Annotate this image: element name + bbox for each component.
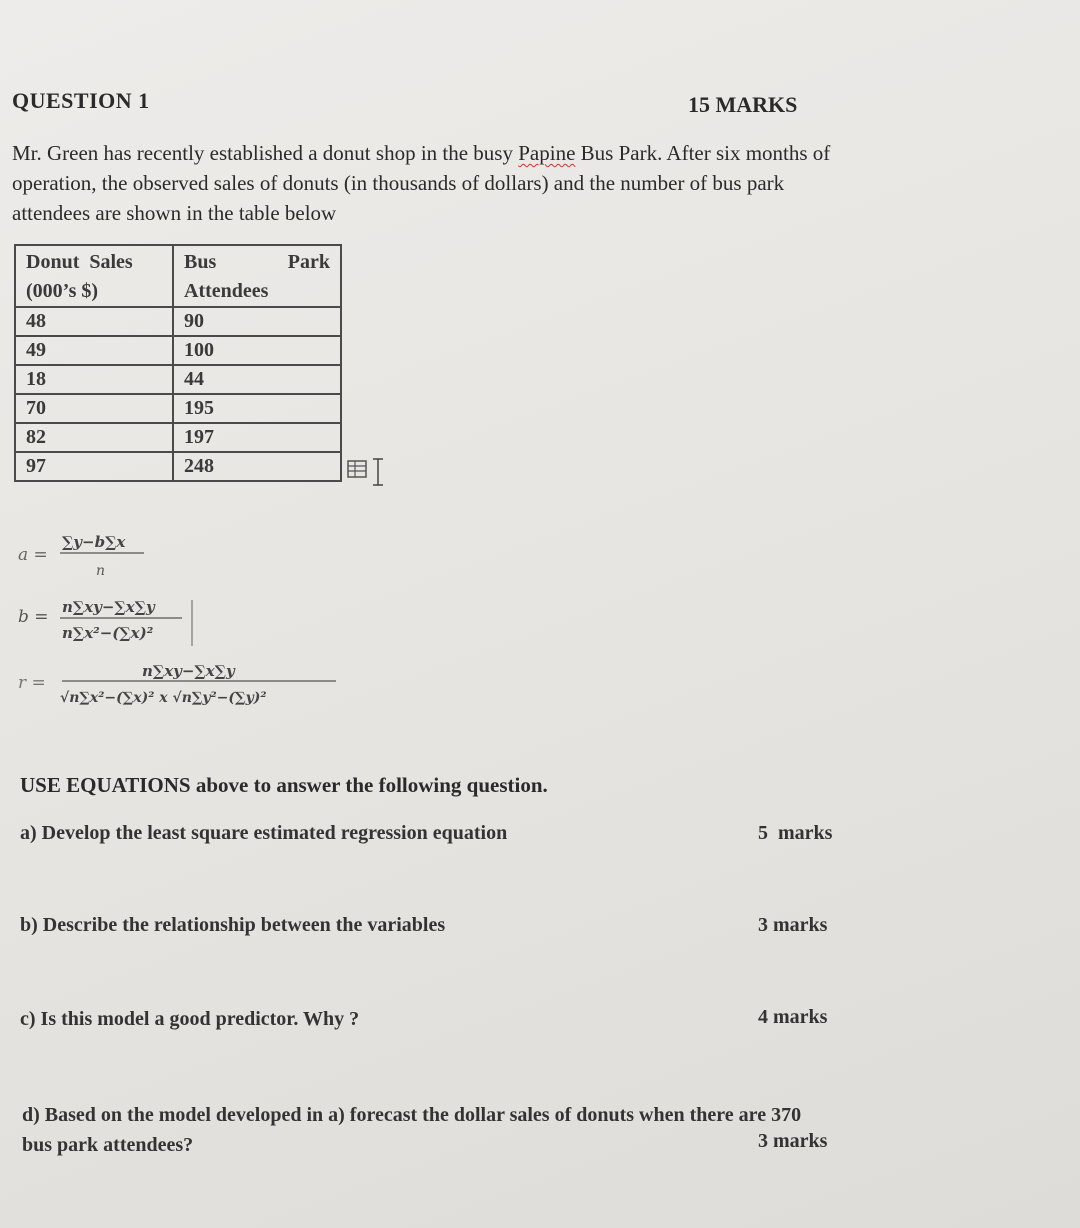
formula-b-numerator: n∑xy−∑x∑y <box>62 598 155 616</box>
sales-cell: 70 <box>15 394 173 423</box>
attendees-cell: 90 <box>173 307 341 336</box>
part-d-text: d) Based on the model developed in a) forecast the dollar sales of donuts when there are 370 bus park attendees? <box>22 1104 802 1156</box>
part-a-text: a) Develop the least square estimated regression equation <box>20 822 508 844</box>
part-d-marks: 3 marks <box>758 1130 828 1152</box>
attendees-cell: 197 <box>173 423 341 452</box>
formula-b-lhs: b = <box>18 607 49 627</box>
table-row <box>15 336 341 365</box>
header-donut-sales: Donut Sales (000’s $) <box>15 245 173 307</box>
part-c-text: c) Is this model a good predictor. Why ? <box>20 1008 360 1030</box>
table-header-row <box>15 245 341 307</box>
formula-b <box>18 590 238 650</box>
attendees-cell: 195 <box>173 394 341 423</box>
formula-r-numerator: n∑xy−∑x∑y <box>142 662 235 680</box>
formula-b-denominator: n∑x²−(∑x)² <box>62 624 154 642</box>
part-b-text: b) Describe the relationship between the variables <box>20 914 446 936</box>
table-row <box>15 423 341 452</box>
intro-line-1: Mr. Green has recently established a donut shop in the busy Papine Bus Park. After six months of <box>12 141 831 165</box>
table-row <box>15 307 341 336</box>
table-row <box>15 365 341 394</box>
intro-line-2: operation, the observed sales of donuts (in thousands of dollars) and the number of bus park <box>12 171 785 195</box>
instructions: USE EQUATIONS above to answer the following question. <box>20 773 548 797</box>
sales-cell: 48 <box>15 307 173 336</box>
question-title: QUESTION 1 <box>12 88 150 113</box>
attendees-cell: 100 <box>173 336 341 365</box>
data-table <box>14 244 342 482</box>
table-layout-icon[interactable] <box>346 455 390 489</box>
formula-r <box>18 656 358 716</box>
sales-cell: 49 <box>15 336 173 365</box>
sales-cell: 97 <box>15 452 173 481</box>
spellcheck-word: Papine <box>518 141 576 165</box>
formula-a-numerator: ∑y−b∑x <box>62 533 126 551</box>
part-a-marks: 5 marks <box>758 822 833 844</box>
part-b-marks: 3 marks <box>758 914 828 936</box>
part-c-marks: 4 marks <box>758 1006 828 1028</box>
intro-paragraph <box>12 138 987 228</box>
formula-r-lhs: r = <box>18 673 46 693</box>
formula-a-denominator: n <box>96 563 106 579</box>
table-row <box>15 452 341 481</box>
header-bus-park-attendees: Bus Park Attendees <box>173 245 341 307</box>
sales-cell: 18 <box>15 365 173 394</box>
formula-a <box>18 520 198 580</box>
intro-line-3: attendees are shown in the table below <box>12 201 337 225</box>
formula-a-lhs: a = <box>18 545 48 565</box>
attendees-cell: 248 <box>173 452 341 481</box>
formula-r-denominator: √n∑x²−(∑x)² x √n∑y²−(∑y)² <box>60 690 267 706</box>
attendees-cell: 44 <box>173 365 341 394</box>
sales-cell: 82 <box>15 423 173 452</box>
table-row <box>15 394 341 423</box>
question-total-marks: 15 MARKS <box>688 92 798 117</box>
